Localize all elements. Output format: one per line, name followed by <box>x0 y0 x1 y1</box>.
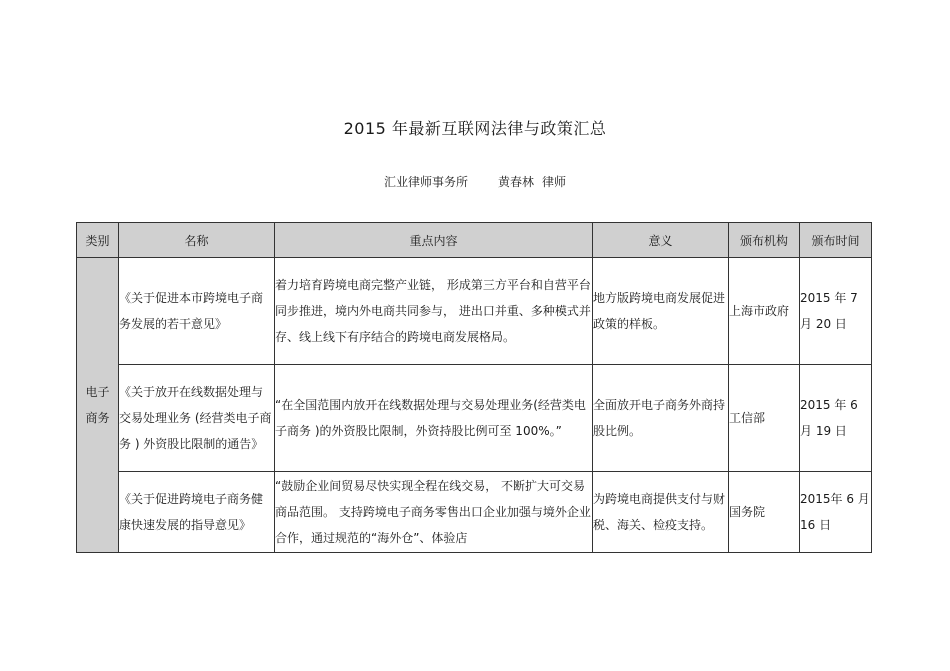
category-cell <box>77 258 119 553</box>
header-issuing-body: 颁布机构 <box>729 223 800 258</box>
table-row <box>77 365 872 472</box>
table-header-row <box>77 223 872 258</box>
issue-date-cell: 2015 年 7 月 20 日 <box>800 258 872 365</box>
issuing-body-cell: 工信部 <box>729 365 800 472</box>
significance-cell: 地方版跨境电商发展促进政策的样板。 <box>593 258 729 365</box>
header-category: 类别 <box>77 223 119 258</box>
table-row <box>77 258 872 365</box>
key-content-cell: 着力培育跨境电商完整产业链， 形成第三方平台和自营平台同步推进，境内外电商共同参与， 进出口并重、多种模式并存、线上线下有序结合的跨境电商发展格局。 <box>275 258 593 365</box>
author-role: 律师 <box>542 175 567 189</box>
table-row <box>77 472 872 553</box>
policy-name-cell: 《关于促进本市跨境电子商务发展的若干意见》 <box>119 258 275 365</box>
document-title: 2015 年最新互联网法律与政策汇总 <box>343 119 607 138</box>
significance-cell: 全面放开电子商务外商持股比例。 <box>593 365 729 472</box>
policy-name-cell: 《关于促进跨境电子商务健康快速发展的指导意见》 <box>119 472 275 553</box>
policy-name-cell: 《关于放开在线数据处理与交易处理业务 (经营类电子商务 ) 外资股比限制的通告》 <box>119 365 275 472</box>
author-name: 黄春林 <box>497 175 534 189</box>
issuing-body-cell: 上海市政府 <box>729 258 800 365</box>
key-content-cell: “在全国范围内放开在线数据处理与交易处理业务(经营类电子商务 )的外资股比限制，外资持股比例可至 100%。” <box>275 365 593 472</box>
issue-date-cell: 2015 年 6 月 19 日 <box>800 365 872 472</box>
header-key-content: 重点内容 <box>275 223 593 258</box>
issue-date-cell: 2015年 6 月 16 日 <box>800 472 872 553</box>
category-label: 电子商务 <box>85 385 110 425</box>
header-issue-date: 颁布时间 <box>800 223 872 258</box>
issuing-body-cell: 国务院 <box>729 472 800 553</box>
header-name: 名称 <box>119 223 275 258</box>
document-author-line <box>0 173 950 190</box>
policy-table <box>76 222 872 553</box>
author-organization: 汇业律师事务所 <box>383 175 468 189</box>
significance-cell: 为跨境电商提供支付与财税、海关、检疫支持。 <box>593 472 729 553</box>
header-significance: 意义 <box>593 223 729 258</box>
key-content-cell: “鼓励企业间贸易尽快实现全程在线交易， 不断扩大可交易商品范围。 支持跨境电子商务零售出口企业加强与境外企业合作，通过规范的“海外仓”、体验店 <box>275 472 593 553</box>
